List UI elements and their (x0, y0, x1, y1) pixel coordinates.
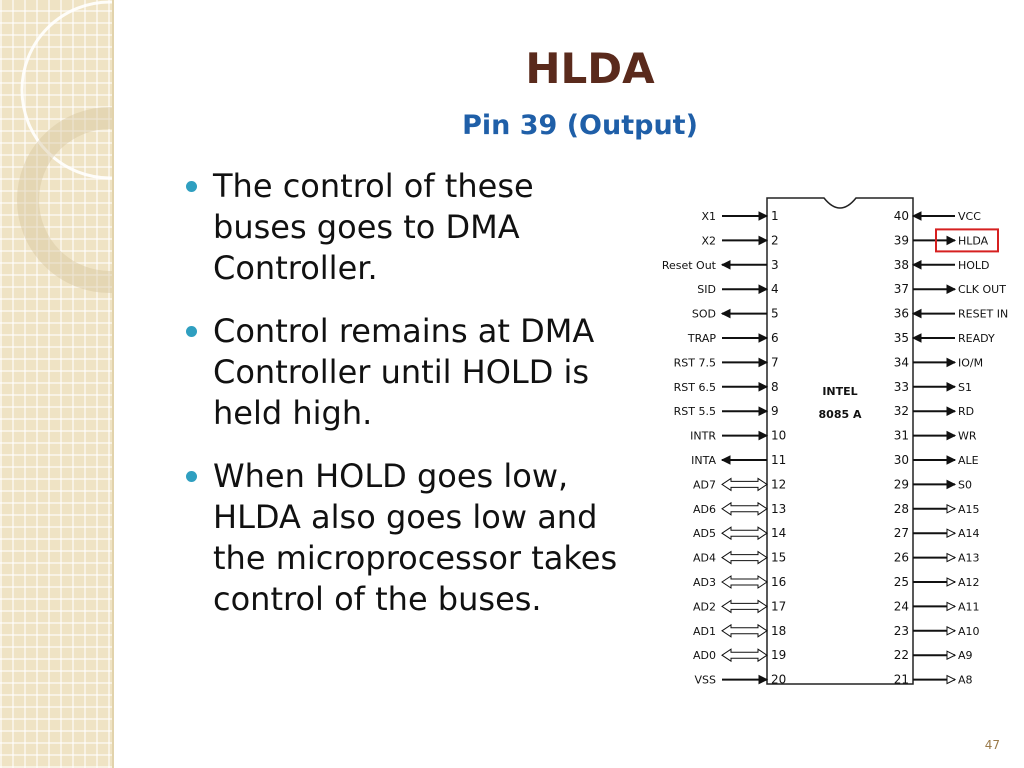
pin-number: 28 (893, 501, 909, 516)
pin-arrow-out (722, 310, 730, 318)
pin-label: AD6 (693, 502, 716, 516)
pin-label: READY (958, 332, 995, 345)
pin-arrow-in (913, 310, 921, 318)
pin-number: 17 (771, 599, 787, 614)
pin-arrow-bidirectional (722, 478, 767, 490)
pin-number: 14 (771, 526, 787, 541)
pin-arrow-in (759, 212, 767, 220)
pin-number: 6 (771, 331, 779, 345)
pin-number: 11 (771, 453, 787, 467)
pin-label: AD1 (693, 624, 716, 638)
bullet-text: Control remains at DMA Controller until HOLD is held high. (213, 312, 595, 432)
pin-arrow-bidirectional (722, 503, 767, 515)
pin-arrow-in (759, 358, 767, 366)
pin-number: 24 (893, 599, 909, 614)
chip-name: INTEL (822, 385, 858, 398)
pin-number: 23 (893, 623, 909, 638)
pin-number: 40 (893, 209, 909, 223)
pin-arrow-in (913, 212, 921, 220)
decorative-circles (0, 0, 112, 768)
pin-number: 12 (771, 477, 787, 492)
pin-label: A11 (958, 600, 980, 614)
pin-arrow-out-hollow (947, 651, 955, 659)
pin-number: 3 (771, 257, 779, 272)
pin-number: 32 (893, 404, 909, 419)
pin-arrow-out (722, 261, 730, 269)
pin-label: A9 (958, 649, 973, 663)
pin-number: 20 (771, 672, 787, 687)
pin-label: CLK OUT (958, 283, 1006, 297)
pin-label: A13 (958, 551, 980, 565)
pin-number: 33 (893, 379, 909, 394)
pin-arrow-out-hollow (947, 578, 955, 586)
bullet-text: When HOLD goes low, HLDA also goes low and the microprocessor takes control of the buses. (213, 457, 618, 618)
pin-arrow-in (759, 334, 767, 342)
bullet-item (186, 166, 636, 289)
pin-label: RST 6.5 (673, 380, 716, 394)
pin-label: A14 (958, 527, 980, 541)
pin-number: 15 (771, 550, 787, 565)
pin-label: RST 7.5 (673, 356, 716, 370)
pin-number: 19 (771, 648, 787, 663)
slide-title: HLDA (525, 44, 655, 93)
pin-label: ALE (958, 454, 979, 467)
pin-arrow-bidirectional (722, 552, 767, 564)
pin-arrow-out-hollow (947, 529, 955, 537)
pin-arrow-bidirectional (722, 649, 767, 661)
pin-label: VCC (958, 210, 981, 223)
pin-label: Reset Out (661, 258, 716, 272)
pin-arrow-out-hollow (947, 554, 955, 562)
pin-arrow-in (759, 383, 767, 391)
pin-arrow-out (947, 432, 955, 440)
pin-label: A12 (958, 576, 980, 589)
pin-label: X1 (701, 210, 716, 223)
pin-arrow-bidirectional (722, 600, 767, 612)
pin-arrow-out-hollow (947, 676, 955, 684)
pin-label: IO/M (958, 356, 984, 370)
pin-arrow-in (913, 334, 921, 342)
pin-label: A8 (958, 673, 973, 687)
pin-label: VSS (694, 673, 716, 687)
pin-label: AD0 (693, 649, 716, 663)
pin-arrow-out-hollow (947, 505, 955, 513)
pin-arrow-out (947, 407, 955, 415)
pin-label: AD4 (693, 551, 716, 565)
decorative-sidebar (0, 0, 114, 768)
pin-arrow-bidirectional (722, 527, 767, 539)
pin-number: 26 (893, 550, 909, 565)
pin-arrow-bidirectional (722, 625, 767, 637)
pin-number: 36 (893, 306, 909, 321)
pin-number: 37 (893, 282, 909, 297)
pin-label: INTA (691, 454, 716, 467)
pin-number: 13 (771, 501, 787, 516)
pin-label: RST 5.5 (673, 405, 716, 419)
pin-label: A10 (958, 624, 980, 638)
pin-label: S1 (958, 380, 972, 394)
pin-arrow-out (947, 236, 955, 244)
pin-label: HOLD (958, 258, 990, 272)
pin-arrow-in (759, 285, 767, 293)
pin-label: S0 (958, 478, 972, 492)
pin-number: 2 (771, 233, 779, 248)
pin-label: HLDA (958, 234, 989, 248)
pin-arrow-in (913, 261, 921, 269)
pin-arrow-bidirectional (722, 576, 767, 588)
slide-subtitle: Pin 39 (Output) (462, 110, 698, 141)
pin-label: WR (958, 429, 977, 443)
pin-number: 21 (893, 672, 909, 687)
pin-arrow-out (947, 480, 955, 488)
pin-number: 1 (771, 209, 779, 223)
pin-arrow-out (947, 358, 955, 366)
bullet-dot-icon (186, 181, 197, 192)
bullet-dot-icon (186, 326, 197, 337)
page-number: 47 (984, 738, 1000, 752)
pin-number: 4 (771, 282, 779, 297)
pin-label: AD5 (693, 527, 716, 541)
pin-label: RD (958, 405, 975, 419)
chip-pinout-svg (640, 192, 1024, 692)
pin-number: 16 (771, 575, 787, 589)
pin-number: 25 (893, 575, 909, 589)
pin-number: 18 (771, 623, 787, 638)
pin-arrow-in (759, 236, 767, 244)
pin-number: 29 (893, 477, 909, 492)
pin-label: INTR (690, 429, 716, 443)
pin-number: 30 (893, 453, 909, 467)
pin-number: 5 (771, 306, 779, 321)
pin-arrow-in (759, 407, 767, 415)
bullet-item (186, 311, 636, 434)
pin-label: RESET IN (958, 307, 1009, 321)
bullet-item (186, 456, 636, 620)
pin-number: 35 (893, 331, 909, 345)
pin-label: AD3 (693, 576, 716, 589)
bullet-list (186, 166, 636, 642)
pin-arrow-out (722, 456, 730, 464)
pin-arrow-out-hollow (947, 627, 955, 635)
pin-label: X2 (701, 234, 716, 248)
pin-label: AD7 (693, 478, 716, 492)
chip-model: 8085 A (818, 408, 862, 421)
pin-label: AD2 (693, 600, 716, 614)
bullet-text: The control of these buses goes to DMA Controller. (213, 167, 534, 287)
pin-number: 39 (893, 233, 909, 248)
pin-number: 10 (771, 428, 787, 443)
pin-number: 38 (893, 257, 909, 272)
pin-diagram (640, 192, 1024, 692)
chip-body (767, 198, 913, 684)
pin-number: 8 (771, 379, 779, 394)
pin-arrow-out (947, 456, 955, 464)
pin-number: 31 (893, 428, 909, 443)
pin-arrow-out (947, 383, 955, 391)
pin-arrow-out (947, 285, 955, 293)
pin-number: 7 (771, 355, 779, 370)
pin-arrow-out-hollow (947, 602, 955, 610)
bullet-dot-icon (186, 471, 197, 482)
pin-arrow-in (759, 676, 767, 684)
pin-number: 9 (771, 404, 779, 419)
pin-arrow-in (759, 432, 767, 440)
pin-number: 22 (893, 648, 909, 663)
pin-number: 34 (893, 355, 909, 370)
pin-label: SOD (691, 307, 716, 321)
pin-number: 27 (893, 526, 909, 541)
pin-label: TRAP (687, 332, 716, 345)
pin-label: SID (697, 283, 716, 297)
pin-label: A15 (958, 502, 980, 516)
